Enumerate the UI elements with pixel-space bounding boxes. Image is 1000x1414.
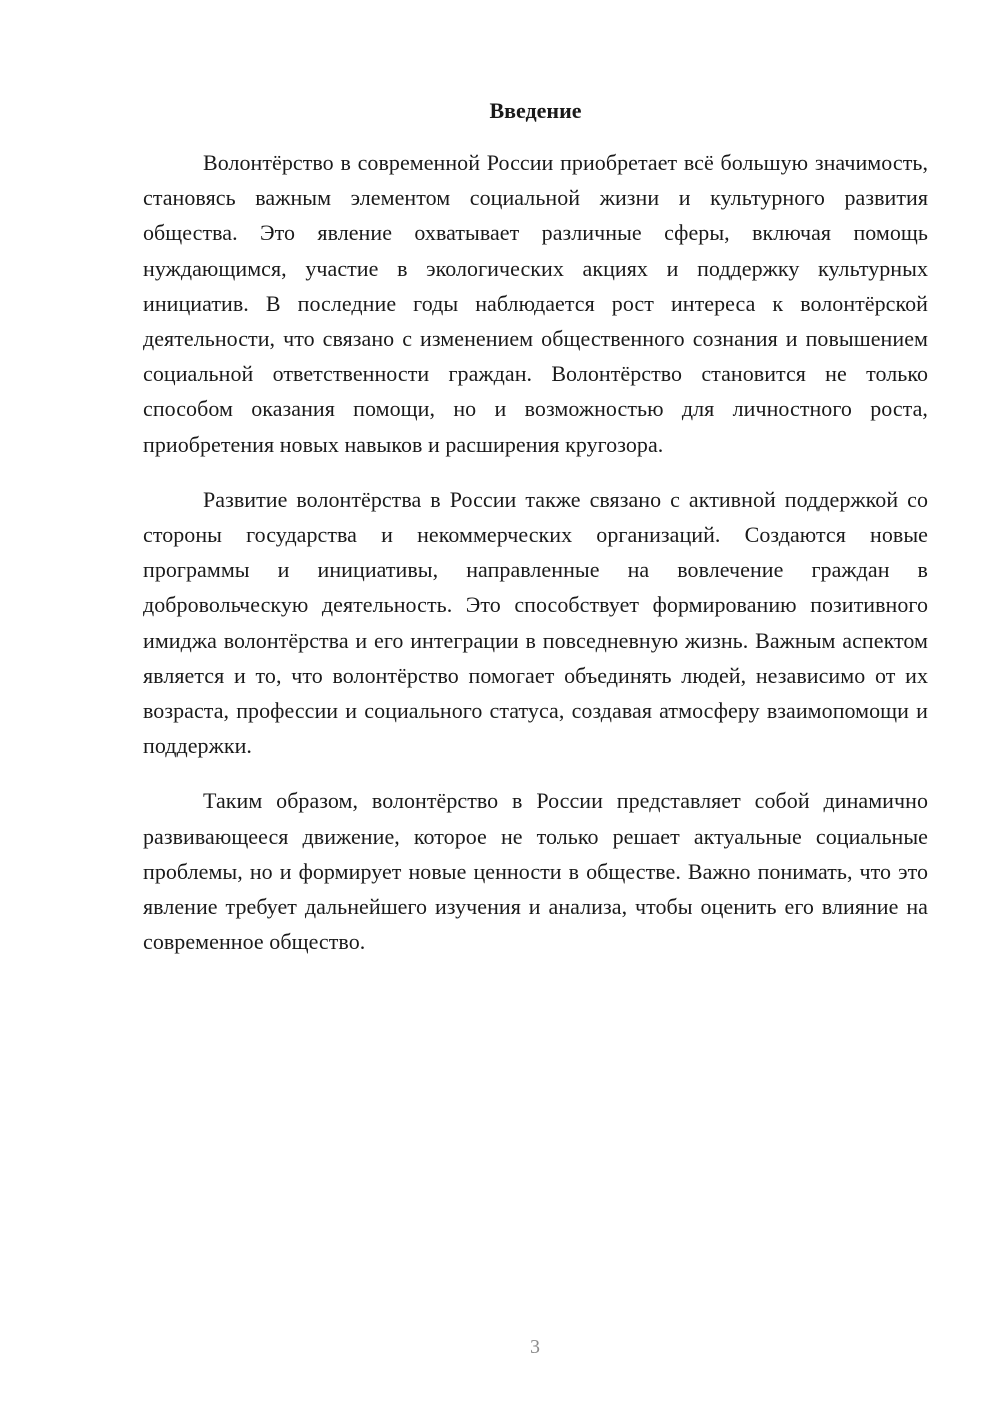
paragraph-2: Развитие волонтёрства в России также связано с активной поддержкой со стороны государства и некоммерческих организаций. Создаются новые программы и инициативы, направленные на вовлечение граждан в добровольческую деятельность. Это способствует формированию позитивного имиджа волонтёрства и его интеграции в повседневную жизнь. Важным аспектом является и то, что волонтёрство помогает объединять людей, независимо от их возраста, профессии и социального статуса, создавая атмосферу взаимопомощи и поддержки. — [143, 486, 928, 759]
page-content — [143, 95, 928, 979]
page-number: 3 — [530, 1336, 540, 1358]
paragraph-3: Таким образом, волонтёрство в России представляет собой динамично развивающееся движение, которое не только решает актуальные социальные проблемы, но и формирует новые ценности в обществе. Важно понимать, что это явление требует дальнейшего изучения и анализа, чтобы оценить его влияние на современное общество. — [143, 788, 928, 955]
paragraph-1: Волонтёрство в современной России приобретает всё большую значимость, становясь важным элементом социальной жизни и культурного развития общества. Это явление охватывает различные сферы, включая помощь нуждающимся, участие в экологических акциях и поддержку культурных инициатив. В последние годы наблюдается рост интереса к волонтёрской деятельности, что связано с изменением общественного сознания и повышением социальной ответственности граждан. Волонтёрство становится не только способом оказания помощи, но и возможностью для личностного роста, приобретения новых навыков и расширения кругозора. — [143, 150, 928, 457]
section-heading: Введение — [489, 98, 582, 123]
